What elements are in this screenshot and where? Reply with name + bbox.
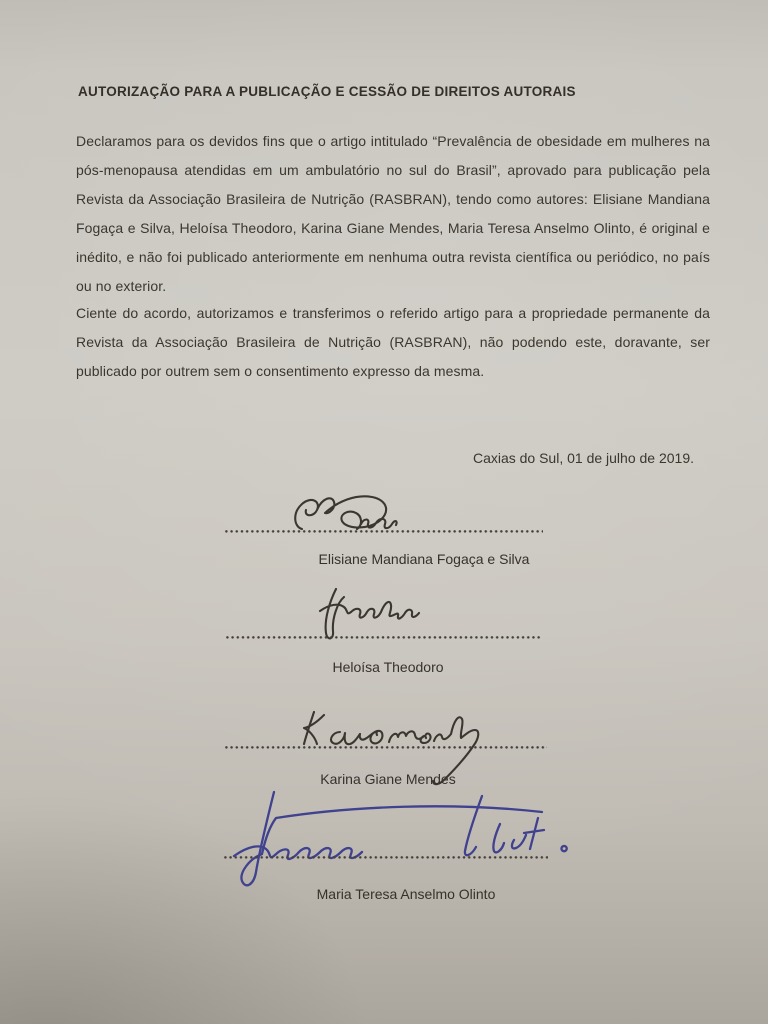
signature-stroke-2 [320,589,419,638]
signature-line-4 [224,856,548,859]
signatory-name-1: Elisiane Mandiana Fogaça e Silva [318,551,530,567]
signature-path [234,792,567,885]
signature-stroke-4 [234,792,567,885]
signatory-name-4: Maria Teresa Anselmo Olinto [316,886,496,902]
signature-line-3 [225,746,547,749]
signatory-name-3: Karina Giane Mendes [320,771,456,787]
date-line: Caxias do Sul, 01 de julho de 2019. [472,450,694,466]
signature-path [295,496,396,529]
signatory-name-2: Heloísa Theodoro [332,659,444,675]
signature-path [320,589,419,638]
signature-stroke-1 [295,496,396,529]
handwritten-signature-heloisa [306,584,430,650]
signature-line-2 [226,636,542,639]
document-title: AUTORIZAÇÃO PARA A PUBLICAÇÃO E CESSÃO DE DIREITOS AUTORAIS [78,84,576,99]
signature-line-1 [225,530,543,533]
declaration-paragraph: Declaramos para os devidos fins que o artigo intitulado “Prevalência de obesidade em mulheres na pós-menopausa atendidas em um ambulatório no sul do Brasil”, aprovado para publicação pela Revista da Associação Brasileira de Nutrição (RASBRAN), tendo como autores: Elisiane Mandiana Fogaça e Silva, Heloísa Theodoro, Karina Giane Mendes, Maria Teresa Anselmo Olinto, é original e inédito, e não foi publicado anteriormente em nenhuma outra revista científica ou periódico, no país ou no exterior. [76,133,710,294]
handwritten-signature-elisiane [288,490,400,544]
authorization-paragraph: Ciente do acordo, autorizamos e transferimos o referido artigo para a propriedade permanente da Revista da Associação Brasileira de Nutrição (RASBRAN), não podendo este, doravante, ser publicado por outrem sem o consentimento expresso da mesma. [76,305,710,379]
